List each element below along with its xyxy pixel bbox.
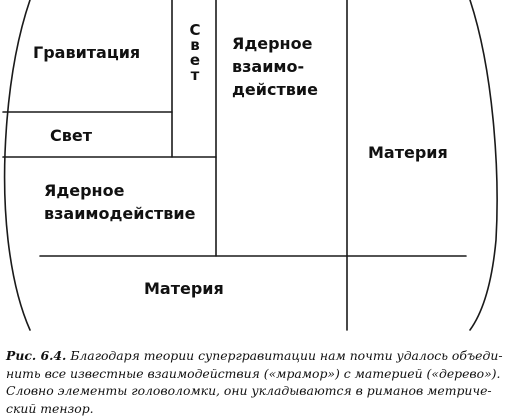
caption-text: Благодаря теории супергравитации нам почти удалось объединить все известные взаимодействия («мрамор») с материей («дерево»). Словно элементы головоломки, они укладываются в риманов метрический тензор. xyxy=(6,348,503,416)
cell-matter-bottom-label: Материя xyxy=(144,279,224,298)
cell-light-vertical-label xyxy=(184,23,206,83)
cell-gravitation-label: Гравитация xyxy=(33,43,141,62)
cell-light-label: Свет xyxy=(50,126,92,145)
cell-nuclear-bottom-label: Ядерное взаимодействие xyxy=(44,181,196,223)
light-vertical-letter: С xyxy=(189,21,201,39)
light-vertical-letter: т xyxy=(190,66,200,84)
figure-caption xyxy=(6,347,504,416)
cell-matter-right-label: Материя xyxy=(368,143,448,162)
left-boundary-arc xyxy=(5,0,30,330)
cell-nuclear-top-label: Ядерное взаимо- действие xyxy=(232,34,318,99)
light-vertical-letter: е xyxy=(189,51,201,69)
right-boundary-arc xyxy=(470,0,497,330)
light-vertical-letter: в xyxy=(190,36,200,54)
figure-number: Рис. 6.4. xyxy=(6,348,67,363)
